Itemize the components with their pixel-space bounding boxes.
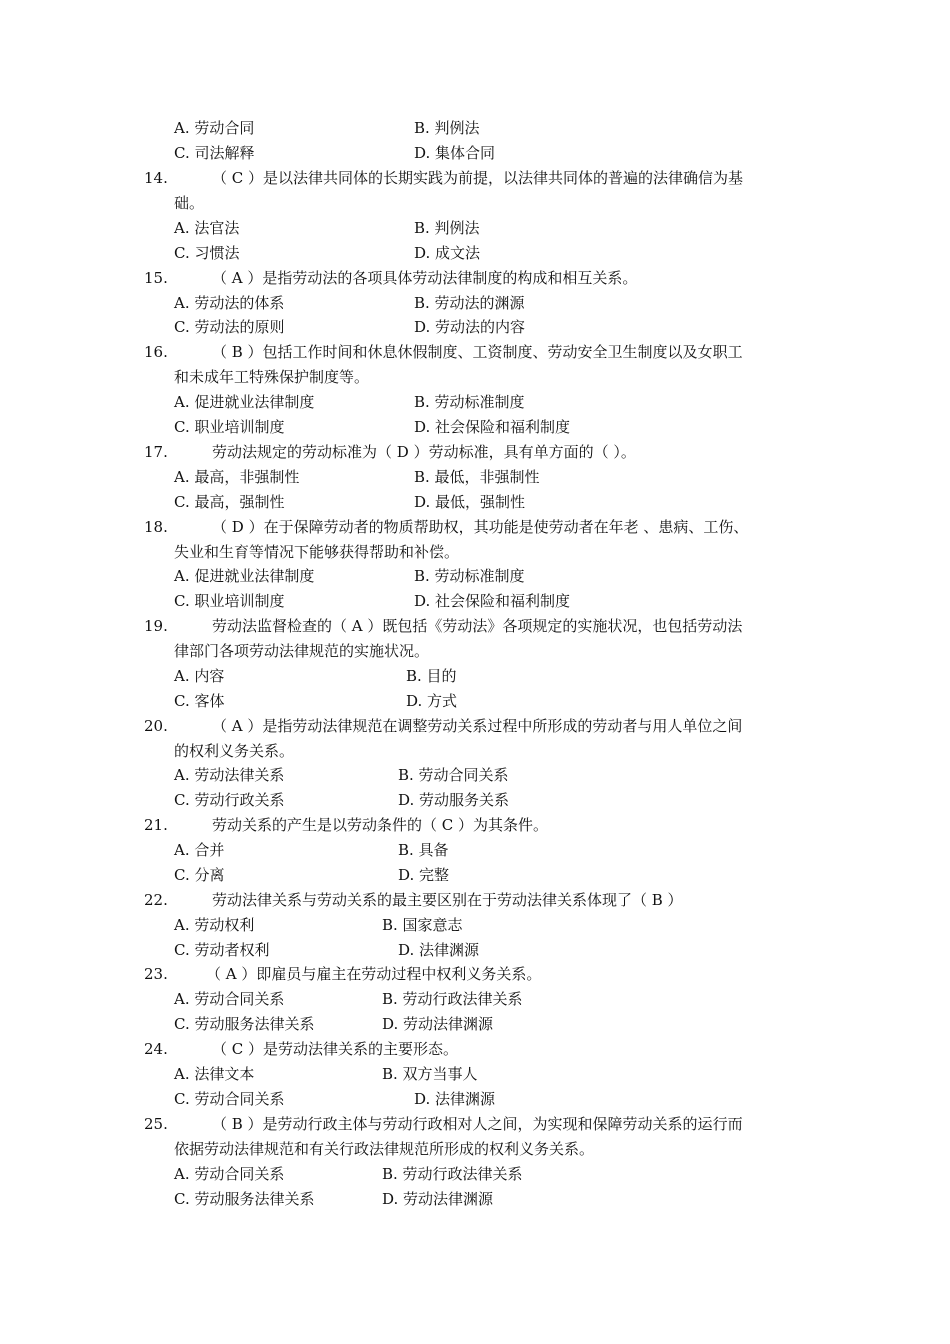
question-stem: （ A ）即雇员与雇主在劳动过程中权利义务关系。 [206, 965, 542, 983]
option-b: B. 劳动行政法律关系 [382, 990, 523, 1008]
question-stem: 劳动关系的产生是以劳动条件的（ C ）为其条件。 [212, 816, 549, 834]
option-c: C. 最高，强制性 [174, 493, 285, 511]
question-stem: （ B ）包括工作时间和休息休假制度、工资制度、劳动安全卫生制度以及女职工 [212, 343, 743, 361]
question-stem-continued: 和未成年工特殊保护制度等。 [174, 368, 370, 386]
question-stem: 劳动法监督检查的（ A ）既包括《劳动法》各项规定的实施状况，也包括劳动法 [212, 617, 743, 635]
option-a: A. 法官法 [174, 219, 240, 237]
question-stem-continued: 的权利义务关系。 [174, 742, 295, 760]
option-a: A. 促进就业法律制度 [174, 567, 315, 585]
option-d: D. 劳动法律渊源 [382, 1190, 494, 1208]
option-c: C. 劳动服务法律关系 [174, 1015, 315, 1033]
question-stem-continued: 依据劳动法律规范和有关行政法律规范所形成的权利义务关系。 [174, 1140, 595, 1158]
option-d: D. 社会保险和福利制度 [414, 592, 571, 610]
option-b: B. 目的 [406, 667, 457, 685]
option-c: C. 客体 [174, 692, 225, 710]
option-b: B. 劳动合同关系 [398, 766, 509, 784]
option-a: A. 内容 [174, 667, 225, 685]
option-a: A. 劳动合同关系 [174, 1165, 285, 1183]
question-stem: （ C ）是劳动法律关系的主要形态。 [212, 1040, 459, 1058]
option-d: D. 法律渊源 [398, 941, 480, 959]
option-b: B. 劳动标准制度 [414, 567, 525, 585]
option-a: A. 法律文本 [174, 1065, 255, 1083]
option-d: D. 成文法 [414, 244, 481, 262]
option-c: C. 劳动合同关系 [174, 1090, 285, 1108]
option-d: D. 完整 [398, 866, 450, 884]
option-b: B. 双方当事人 [382, 1065, 478, 1083]
question-number: 14. [144, 169, 168, 187]
question-stem: 劳动法规定的劳动标准为（ D ）劳动标准，具有单方面的（ ）。 [212, 443, 636, 461]
option-b: B. 判例法 [414, 119, 480, 137]
question-number: 23. [144, 965, 168, 983]
option-c: C. 分离 [174, 866, 225, 884]
question-stem: （ A ）是指劳动法的各项具体劳动法律制度的构成和相互关系。 [212, 269, 638, 287]
option-a: A. 最高，非强制性 [174, 468, 300, 486]
option-d: D. 法律渊源 [414, 1090, 496, 1108]
option-d: D. 最低，强制性 [414, 493, 526, 511]
question-number: 25. [144, 1115, 168, 1133]
option-a: A. 劳动法的体系 [174, 294, 285, 312]
question-stem: （ C ）是以法律共同体的长期实践为前提，以法律共同体的普遍的法律确信为基 [212, 169, 744, 187]
option-a: A. 劳动权利 [174, 916, 255, 934]
option-d: D. 集体合同 [414, 144, 496, 162]
option-a: A. 合并 [174, 841, 225, 859]
option-b: B. 劳动标准制度 [414, 393, 525, 411]
option-a: A. 促进就业法律制度 [174, 393, 315, 411]
option-d: D. 劳动法的内容 [414, 318, 526, 336]
option-c: C. 劳动法的原则 [174, 318, 285, 336]
question-number: 17. [144, 443, 168, 461]
question-stem: （ A ）是指劳动法律规范在调整劳动关系过程中所形成的劳动者与用人单位之间 [212, 717, 743, 735]
option-c: C. 劳动行政关系 [174, 791, 285, 809]
option-b: B. 具备 [398, 841, 449, 859]
option-d: D. 劳动服务关系 [398, 791, 510, 809]
option-c: C. 司法解释 [174, 144, 255, 162]
question-stem: 劳动法律关系与劳动关系的最主要区别在于劳动法律关系体现了（ B ） [212, 891, 683, 909]
option-b: B. 国家意志 [382, 916, 463, 934]
option-a: A. 劳动合同 [174, 119, 255, 137]
option-c: C. 劳动者权利 [174, 941, 270, 959]
option-b: B. 最低，非强制性 [414, 468, 540, 486]
option-a: A. 劳动法律关系 [174, 766, 285, 784]
question-number: 21. [144, 816, 168, 834]
question-number: 18. [144, 518, 168, 536]
option-c: C. 习惯法 [174, 244, 240, 262]
option-b: B. 劳动行政法律关系 [382, 1165, 523, 1183]
question-stem: （ B ）是劳动行政主体与劳动行政相对人之间，为实现和保障劳动关系的运行而 [212, 1115, 743, 1133]
option-c: C. 职业培训制度 [174, 418, 285, 436]
question-number: 15. [144, 269, 168, 287]
question-stem-continued: 础。 [174, 194, 205, 212]
option-d: D. 方式 [406, 692, 458, 710]
question-stem-continued: 失业和生育等情况下能够获得帮助和补偿。 [174, 543, 460, 561]
option-d: D. 社会保险和福利制度 [414, 418, 571, 436]
option-b: B. 劳动法的渊源 [414, 294, 525, 312]
question-number: 22. [144, 891, 168, 909]
question-number: 24. [144, 1040, 168, 1058]
question-stem: （ D ）在于保障劳动者的物质帮助权，其功能是使劳动者在年老 、患病、工伤、 [212, 518, 749, 536]
question-number: 16. [144, 343, 168, 361]
question-number: 20. [144, 717, 168, 735]
option-c: C. 职业培训制度 [174, 592, 285, 610]
question-stem-continued: 律部门各项劳动法律规范的实施状况。 [174, 642, 430, 660]
option-c: C. 劳动服务法律关系 [174, 1190, 315, 1208]
option-b: B. 判例法 [414, 219, 480, 237]
question-number: 19. [144, 617, 168, 635]
option-a: A. 劳动合同关系 [174, 990, 285, 1008]
option-d: D. 劳动法律渊源 [382, 1015, 494, 1033]
